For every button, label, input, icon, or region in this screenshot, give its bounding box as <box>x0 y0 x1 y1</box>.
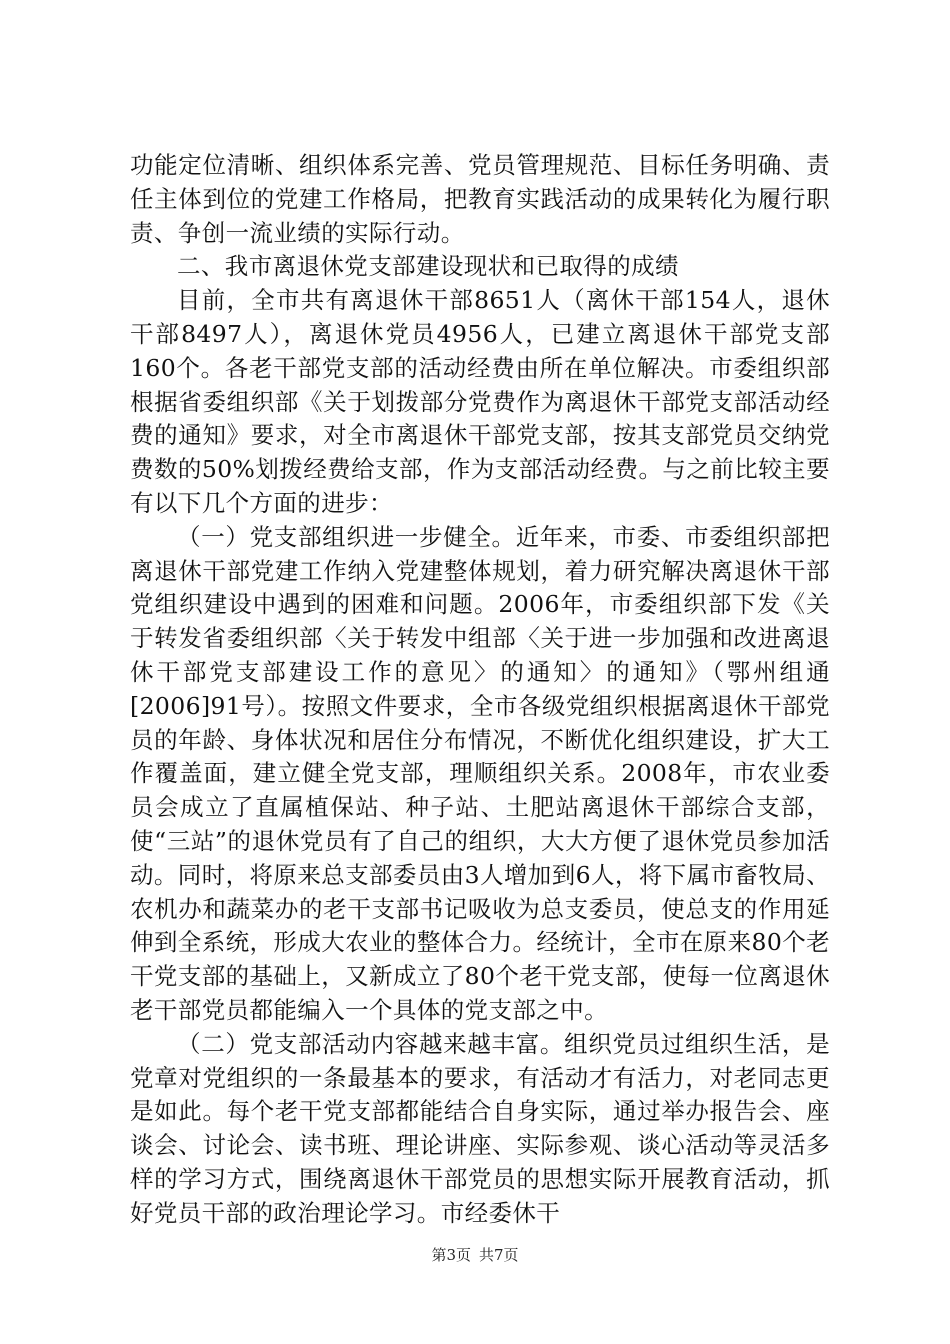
paragraph-item-2: （二）党支部活动内容越来越丰富。组织党员过组织生活，是党章对党组织的一条最基本的要求，有活动才有活力，对老同志更是如此。每个老干党支部都能结合自身实际，通过举办报告会、座谈会、讨论会、读书班、理论讲座、实际参观、谈心活动等灵活多样的学习方式，围绕离退休干部党员的思想实际开展教育活动，抓好党员干部的政治理论学习。市经委休干 <box>130 1029 830 1227</box>
page-total: 共7页 <box>479 1246 519 1264</box>
page-footer <box>0 1245 950 1265</box>
document-body <box>130 149 830 1231</box>
paragraph-status: 目前，全市共有离退休干部8651人（离休干部154人，退休干部8497人），离退休党员4956人，已建立离退休干部党支部160个。各老干部党支部的活动经费由所在单位解决。市委组织部根据省委组织部《关于划拨部分党费作为离退休干部党支部活动经费的通知》要求，对全市离退休干部党支部，按其支部党员交纳党费数的50%划拨经费给支部，作为支部活动经费。与之前比较主要有以下几个方面的进步： <box>130 286 830 517</box>
paragraph-item-1: （一）党支部组织进一步健全。近年来，市委、市委组织部把离退休干部党建工作纳入党建整体规划，着力研究解决离退休干部党组织建设中遇到的困难和问题。2006年，市委组织部下发《关于转发省委组织部〈关于转发中组部〈关于进一步加强和改进离退休干部党支部建设工作的意见〉的通知〉的通知》（鄂州组通[2006]91号）。按照文件要求，全市各级党组织根据离退休干部党员的年龄、身体状况和居住分布情况，不断优化组织建设，扩大工作覆盖面，建立健全党支部，理顺组织关系。2008年，市农业委员会成立了直属植保站、种子站、土肥站离退休干部综合支部，使“三站”的退休党员有了自己的组织，大大方便了退休党员参加活动。同时，将原来总支部委员由3人增加到6人，将下属市畜牧局、农机办和蔬菜办的老干支部书记吸收为总支委员，使总支的作用延伸到全系统，形成大农业的整体合力。经统计，全市在原来80个老干党支部的基础上，又新成立了80个老干党支部，使每一位离退休老干部党员都能编入一个具体的党支部之中。 <box>130 522 830 1024</box>
page-number: 第3页 <box>431 1246 471 1264</box>
paragraph-continued: 功能定位清晰、组织体系完善、党员管理规范、目标任务明确、责任主体到位的党建工作格局，把教育实践活动的成果转化为履行职责、争创一流业绩的实际行动。 <box>130 151 830 247</box>
section-heading: 二、我市离退休党支部建设现状和已取得的成绩 <box>177 252 679 281</box>
